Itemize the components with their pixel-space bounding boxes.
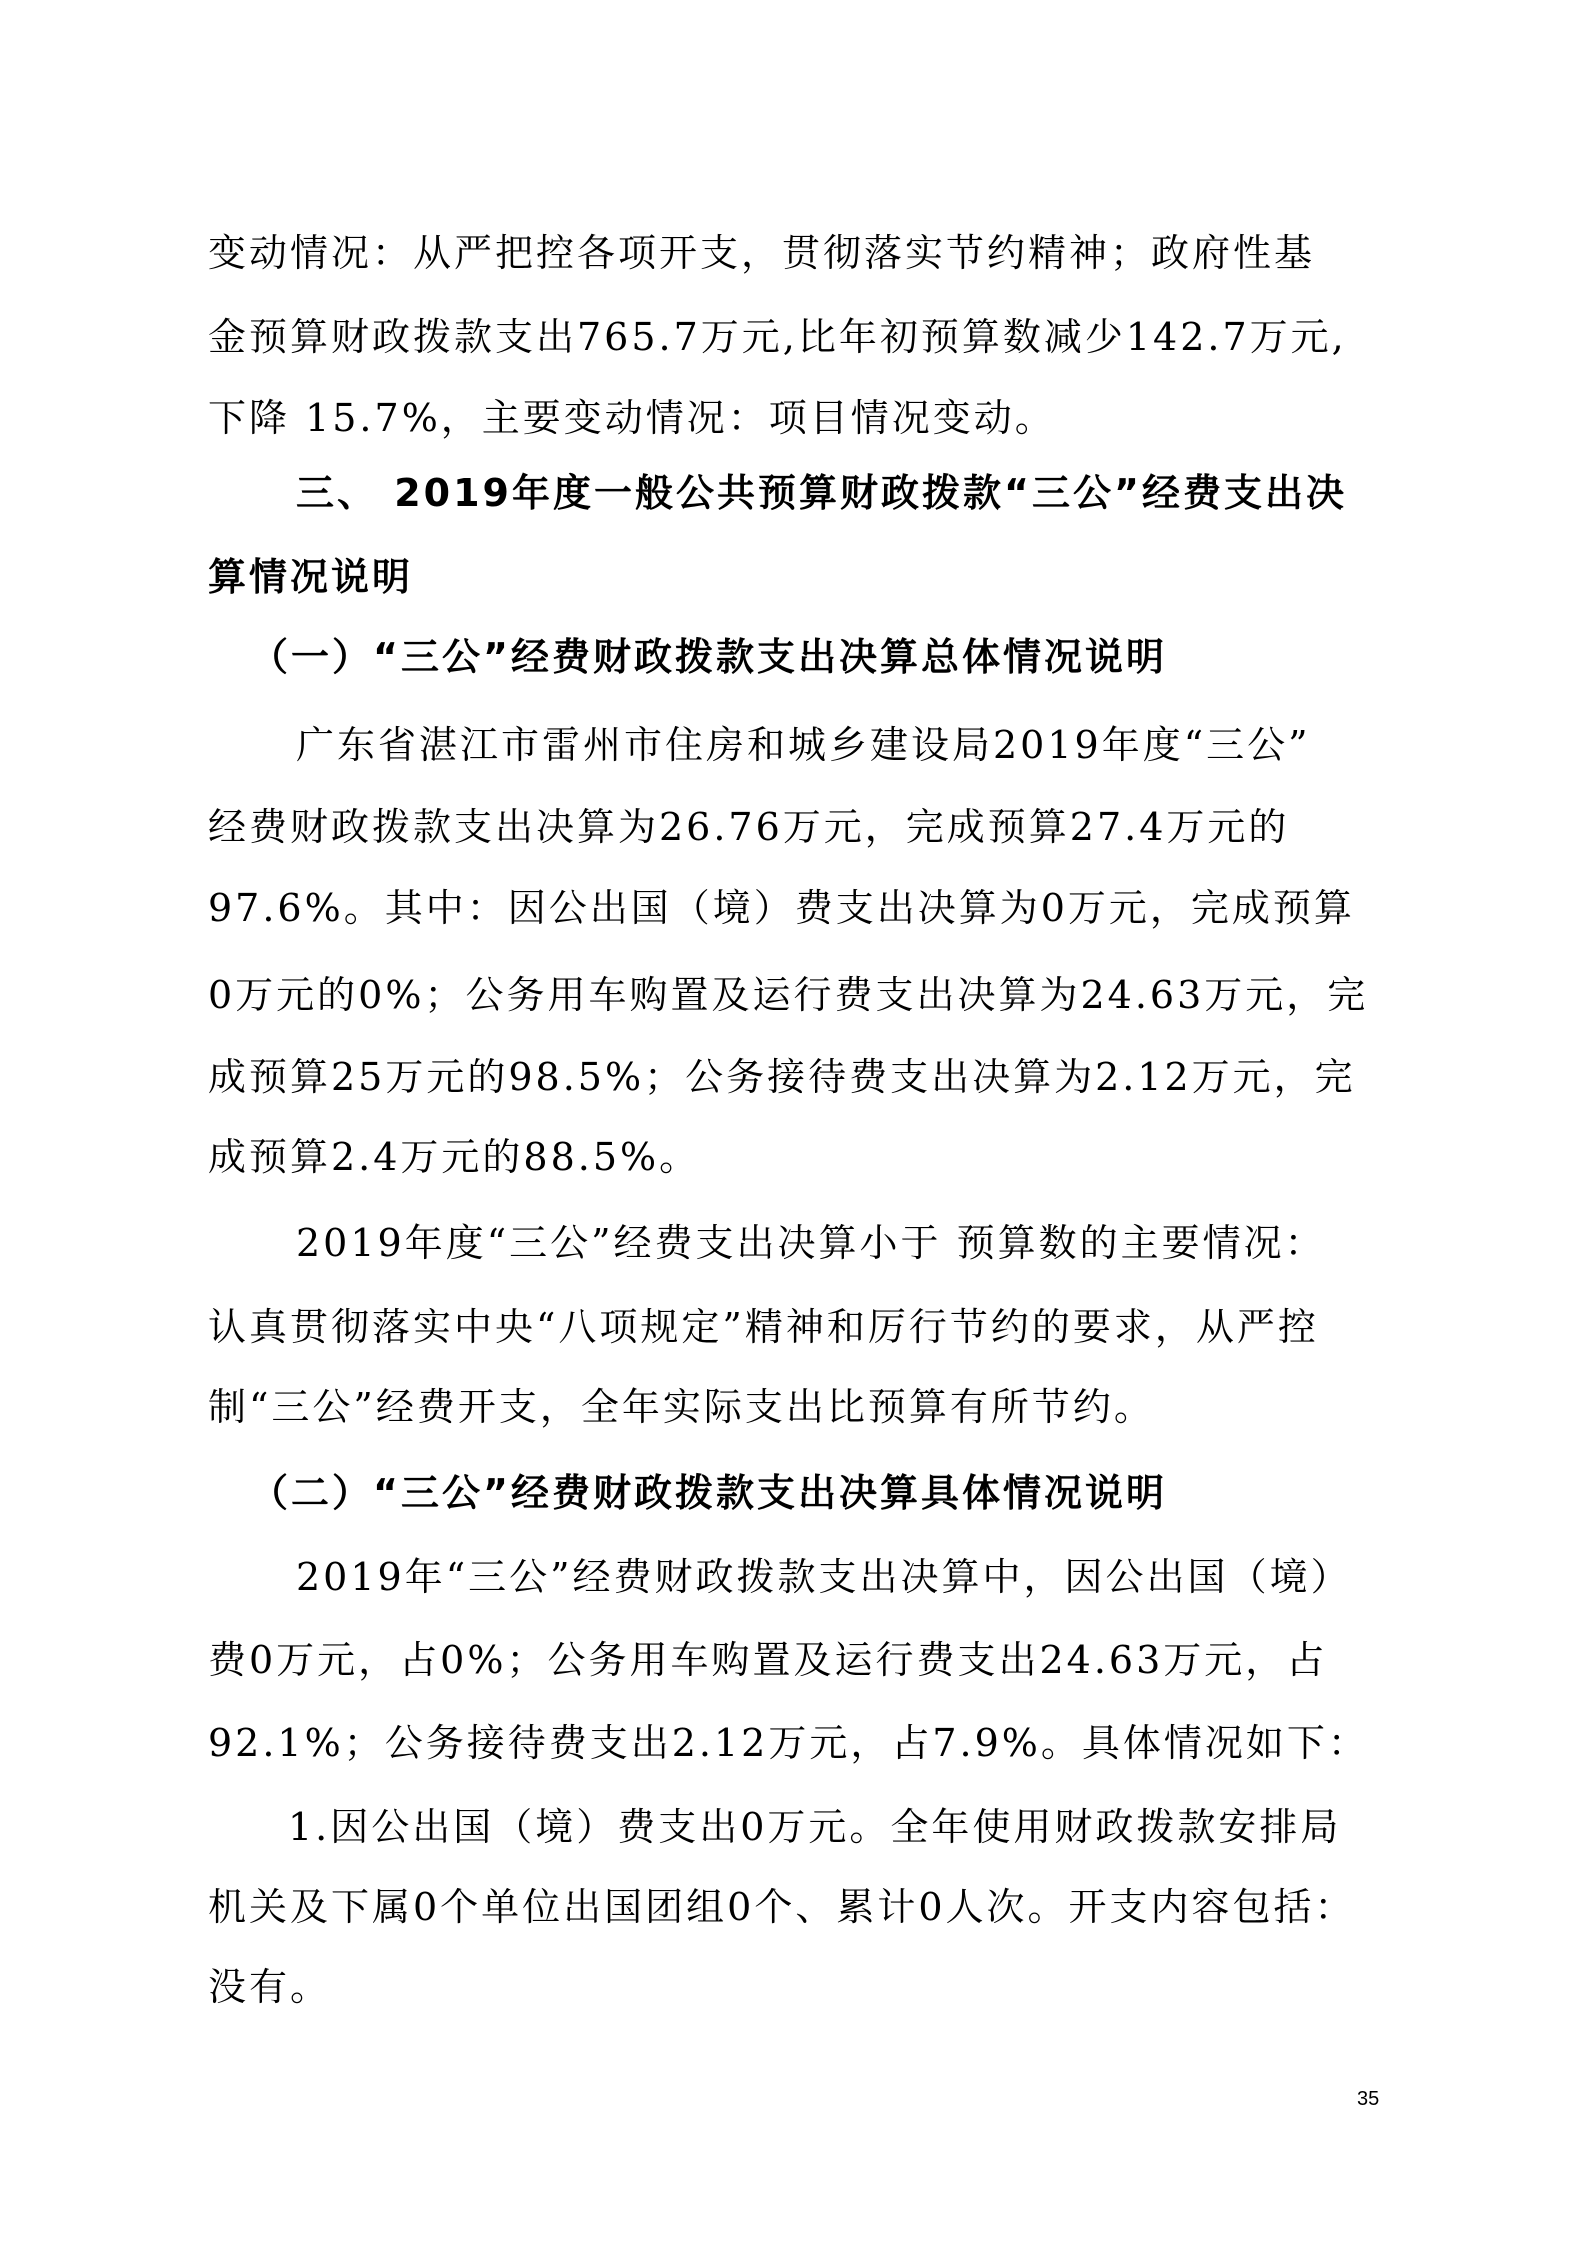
- paragraph-line: 没有。: [208, 1965, 332, 2009]
- subsection-heading-1: （一）“三公”经费财政拨款支出决算总体情况说明: [250, 635, 1167, 679]
- paragraph-line: 2019年度“三公”经费支出决算小于 预算数的主要情况：: [296, 1221, 1326, 1265]
- paragraph-line: 成预算2.4万元的88.5%。: [208, 1135, 701, 1179]
- paragraph-line: 认真贯彻落实中央“八项规定”精神和厉行节约的要求，从严控: [208, 1305, 1319, 1349]
- paragraph-line: 97.6%。其中：因公出国（境）费支出决算为0万元，完成预算: [208, 886, 1355, 930]
- paragraph-line: 下降 15.7%，主要变动情况：项目情况变动。: [208, 396, 1056, 440]
- list-item-1: 1.因公出国（境）费支出0万元。全年使用财政拨款安排局: [288, 1805, 1342, 1849]
- paragraph-line: 金预算财政拨款支出765.7万元,比年初预算数减少142.7万元,: [208, 315, 1347, 359]
- paragraph-line: 制“三公”经费开支，全年实际支出比预算有所节约。: [208, 1385, 1155, 1429]
- paragraph-line: 变动情况：从严把控各项开支，贯彻落实节约精神；政府性基: [208, 231, 1316, 275]
- paragraph-line: 机关及下属0个单位出国团组0个、累计0人次。开支内容包括：: [208, 1885, 1356, 1929]
- paragraph-line: 92.1%；公务接待费支出2.12万元，占7.9%。具体情况如下：: [208, 1721, 1369, 1765]
- paragraph-line: 2019年“三公”经费财政拨款支出决算中，因公出国（境）: [296, 1555, 1352, 1599]
- paragraph-line: 广东省湛江市雷州市住房和城乡建设局2019年度“三公”: [296, 723, 1311, 767]
- paragraph-line: 费0万元，占0%；公务用车购置及运行费支出24.63万元，占: [208, 1638, 1328, 1682]
- section-heading: 三、 2019年度一般公共预算财政拨款“三公”经费支出决: [296, 471, 1347, 515]
- section-heading-continued: 算情况说明: [208, 555, 414, 599]
- paragraph-line: 经费财政拨款支出决算为26.76万元，完成预算27.4万元的: [208, 805, 1290, 849]
- paragraph-line: 成预算25万元的98.5%；公务接待费支出决算为2.12万元，完: [208, 1055, 1356, 1099]
- paragraph-line: 0万元的0%；公务用车购置及运行费支出决算为24.63万元，完: [208, 973, 1369, 1017]
- subsection-heading-2: （二）“三公”经费财政拨款支出决算具体情况说明: [250, 1471, 1167, 1515]
- page-number: 35: [1357, 2088, 1380, 2110]
